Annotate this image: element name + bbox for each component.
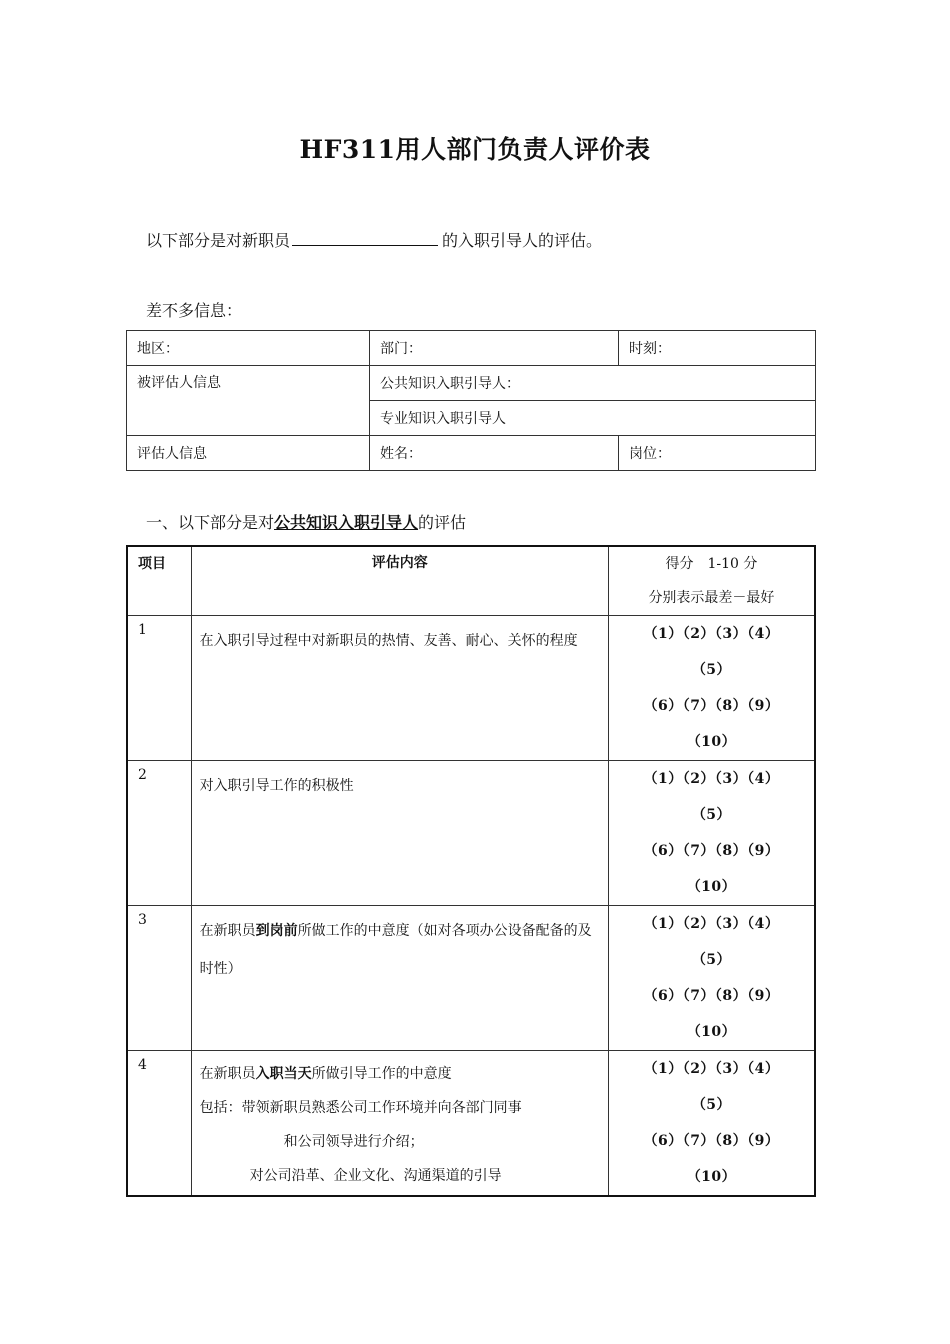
row-content xyxy=(191,1051,608,1197)
score-line[interactable]: （6）（7）（8）（9） xyxy=(643,843,780,859)
score-options[interactable] xyxy=(608,616,815,761)
score-line[interactable]: （6）（7）（8）（9） xyxy=(643,698,780,714)
header-score-line1: 得分 1-10 分 xyxy=(665,556,758,572)
name-cell[interactable]: 姓名： xyxy=(370,436,619,471)
score-line[interactable]: （1）（2）（3）（4） xyxy=(643,771,780,787)
row-content-main xyxy=(200,1057,600,1091)
score-line[interactable]: （1）（2）（3）（4） xyxy=(643,626,780,642)
score-line[interactable]: （1）（2）（3）（4） xyxy=(643,916,780,932)
row-content: 在入职引导过程中对新职员的热情、友善、耐心、关怀的程度 xyxy=(191,616,608,761)
section1-heading xyxy=(146,510,466,533)
intro-line xyxy=(146,228,602,251)
table-row xyxy=(127,1051,815,1197)
score-options[interactable] xyxy=(608,1051,815,1197)
row-content-pre: 在新职员 xyxy=(199,1066,256,1082)
score-line[interactable]: （10） xyxy=(686,734,737,750)
score-options[interactable] xyxy=(608,761,815,906)
row-number: 1 xyxy=(127,616,191,761)
table-header-row xyxy=(127,546,815,616)
score-line[interactable]: （5） xyxy=(691,952,732,968)
row-detail-line: 对公司沿革、企业文化、沟通渠道的引导 xyxy=(249,1168,502,1184)
name-blank-field[interactable] xyxy=(292,231,438,246)
intro-after: 的入职引导人的评估。 xyxy=(442,231,603,250)
section1-emphasis: 公共知识入职引导人 xyxy=(274,513,419,532)
row-number: 3 xyxy=(127,906,191,1051)
evaluation-table xyxy=(126,545,816,1197)
score-line[interactable]: （5） xyxy=(691,662,732,678)
table-row xyxy=(127,906,815,1051)
intro-before: 以下部分是对新职员 xyxy=(146,231,291,250)
row-content-post: 所做工作的中意度（如对各项办公设备配备的及时性） xyxy=(199,923,592,977)
table-row xyxy=(127,761,815,906)
row-content-post: 所做引导工作的中意度 xyxy=(311,1066,452,1082)
table-row xyxy=(127,331,816,366)
row-detail-line: 包括：带领新职员熟悉公司工作环境并向各部门同事 xyxy=(199,1100,522,1116)
score-line[interactable]: （6）（7）（8）（9） xyxy=(643,988,780,1004)
row-content-bold: 入职当天 xyxy=(255,1066,312,1082)
score-line[interactable]: （1）（2）（3）（4） xyxy=(643,1061,780,1077)
score-line[interactable]: （5） xyxy=(691,1097,732,1113)
score-line[interactable]: （10） xyxy=(686,1024,737,1040)
header-score-line2: 分别表示最差－最好 xyxy=(648,590,775,606)
header-content: 评估内容 xyxy=(191,546,608,616)
score-line[interactable]: （10） xyxy=(686,879,737,895)
table-row xyxy=(127,436,816,471)
position-cell[interactable]: 岗位： xyxy=(619,436,816,471)
header-item: 项目 xyxy=(127,546,191,616)
row-detail-line: 和公司领导进行介绍； xyxy=(283,1134,424,1150)
time-cell[interactable]: 时刻： xyxy=(619,331,816,366)
row-number: 2 xyxy=(127,761,191,906)
basic-info-heading: 差不多信息： xyxy=(146,301,243,320)
row-content xyxy=(191,906,608,1051)
score-line[interactable]: （5） xyxy=(691,807,732,823)
region-cell[interactable]: 地区： xyxy=(127,331,370,366)
basic-info-table xyxy=(126,330,816,471)
row-content: 对入职引导工作的积极性 xyxy=(191,761,608,906)
dept-cell[interactable]: 部门： xyxy=(370,331,619,366)
page-title: HF311用人部门负责人评价表 xyxy=(299,135,651,164)
score-line[interactable]: （10） xyxy=(686,1169,737,1185)
public-guide-cell[interactable]: 公共知识入职引导人： xyxy=(370,366,816,401)
header-score xyxy=(608,546,815,616)
pro-guide-cell[interactable]: 专业知识入职引导人 xyxy=(370,401,816,436)
score-line[interactable]: （6）（7）（8）（9） xyxy=(643,1133,780,1149)
evaluator-info-label: 评估人信息 xyxy=(127,436,370,471)
row-content-pre: 在新职员 xyxy=(199,923,256,939)
row-number: 4 xyxy=(127,1051,191,1197)
table-row xyxy=(127,616,815,761)
row-content-bold: 到岗前 xyxy=(255,923,298,939)
score-options[interactable] xyxy=(608,906,815,1051)
table-row xyxy=(127,366,816,401)
section1-suffix: 的评估 xyxy=(418,513,467,532)
section1-prefix: 一、以下部分是对 xyxy=(146,513,275,532)
evaluated-info-label: 被评估人信息 xyxy=(127,366,370,436)
